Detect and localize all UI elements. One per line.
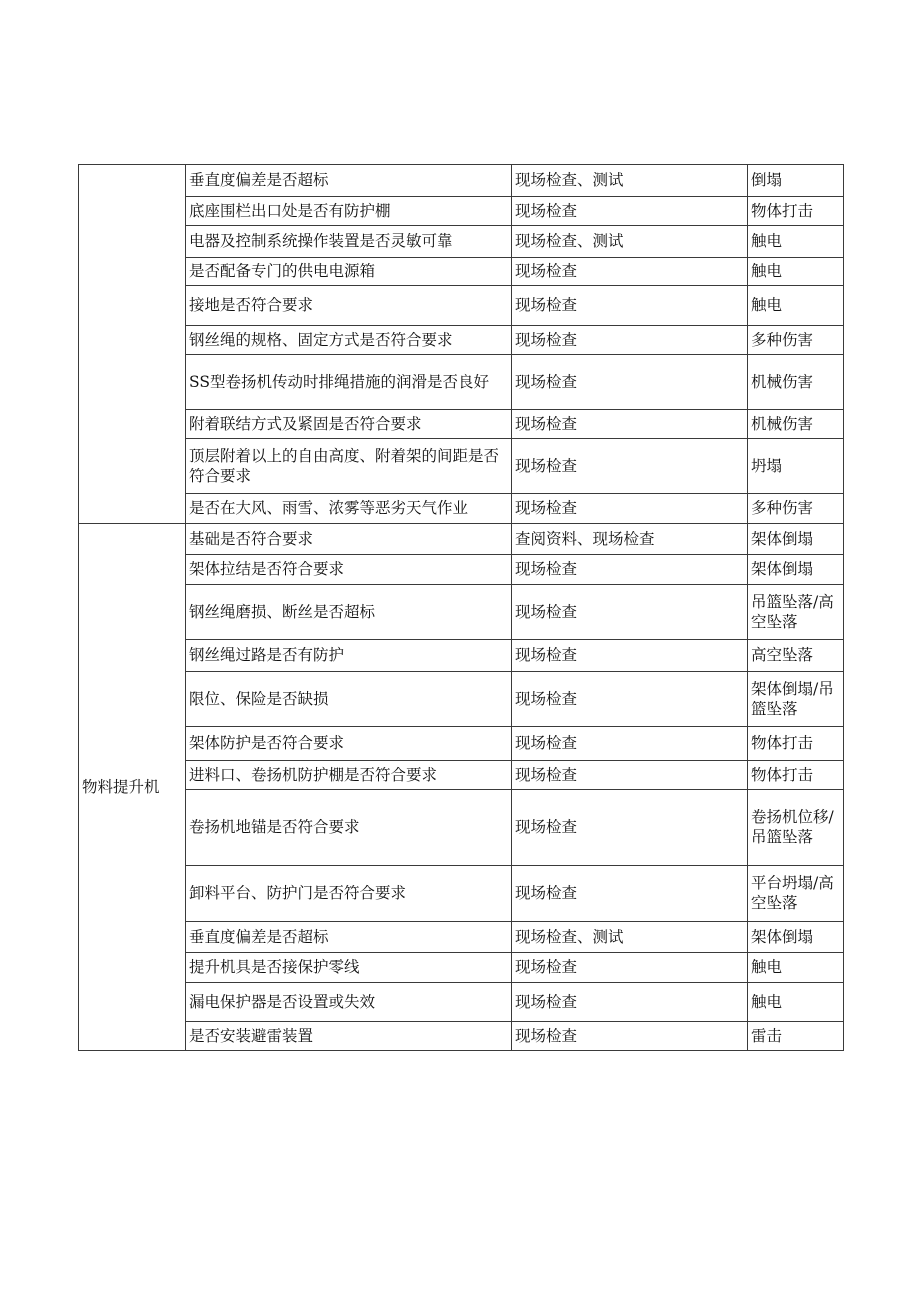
check-item: 架体防护是否符合要求 xyxy=(186,727,512,761)
check-item: 提升机具是否接保护零线 xyxy=(186,953,512,983)
check-item: 附着联结方式及紧固是否符合要求 xyxy=(186,410,512,439)
hazard-type: 物体打击 xyxy=(748,727,844,761)
hazard-type: 倒塌 xyxy=(748,165,844,197)
check-item: SS型卷扬机传动时排绳措施的润滑是否良好 xyxy=(186,355,512,410)
table-row xyxy=(79,355,844,410)
hazard-type: 架体倒塌 xyxy=(748,555,844,585)
table-row xyxy=(79,494,844,524)
category-cell: 物料提升机 xyxy=(79,524,186,1051)
check-item: 架体拉结是否符合要求 xyxy=(186,555,512,585)
check-item: 进料口、卷扬机防护棚是否符合要求 xyxy=(186,761,512,790)
check-method: 现场检查、测试 xyxy=(512,226,748,258)
check-method: 现场检查 xyxy=(512,197,748,226)
check-item: 电器及控制系统操作装置是否灵敏可靠 xyxy=(186,226,512,258)
table-row xyxy=(79,640,844,672)
hazard-type: 物体打击 xyxy=(748,761,844,790)
check-item: 接地是否符合要求 xyxy=(186,286,512,326)
table-row xyxy=(79,866,844,922)
hazard-type: 架体倒塌 xyxy=(748,524,844,555)
hazard-type: 多种伤害 xyxy=(748,494,844,524)
hazard-type: 坍塌 xyxy=(748,439,844,494)
check-method: 现场检查 xyxy=(512,355,748,410)
hazard-type: 触电 xyxy=(748,226,844,258)
check-method: 现场检查 xyxy=(512,555,748,585)
hazard-type: 物体打击 xyxy=(748,197,844,226)
table-row xyxy=(79,790,844,866)
check-method: 现场检查 xyxy=(512,953,748,983)
check-item: 卷扬机地锚是否符合要求 xyxy=(186,790,512,866)
table-row xyxy=(79,226,844,258)
table-row xyxy=(79,410,844,439)
check-item: 漏电保护器是否设置或失效 xyxy=(186,983,512,1022)
check-method: 现场检查 xyxy=(512,286,748,326)
hazard-type: 高空坠落 xyxy=(748,640,844,672)
check-item: 垂直度偏差是否超标 xyxy=(186,922,512,953)
check-item: 卸料平台、防护门是否符合要求 xyxy=(186,866,512,922)
hazard-type: 吊篮坠落/高空坠落 xyxy=(748,585,844,640)
check-method: 现场检查 xyxy=(512,1022,748,1051)
hazard-type: 架体倒塌 xyxy=(748,922,844,953)
check-item: 钢丝绳过路是否有防护 xyxy=(186,640,512,672)
hazard-type: 平台坍塌/高空坠落 xyxy=(748,866,844,922)
check-item: 是否在大风、雨雪、浓雾等恶劣天气作业 xyxy=(186,494,512,524)
table-row xyxy=(79,761,844,790)
hazard-type: 触电 xyxy=(748,258,844,286)
table-row xyxy=(79,555,844,585)
category-cell xyxy=(79,165,186,524)
check-method: 现场检查、测试 xyxy=(512,165,748,197)
hazard-type: 机械伤害 xyxy=(748,355,844,410)
hazard-type: 触电 xyxy=(748,983,844,1022)
check-item: 限位、保险是否缺损 xyxy=(186,672,512,727)
check-method: 现场检查 xyxy=(512,410,748,439)
table-row xyxy=(79,286,844,326)
check-method: 查阅资料、现场检查 xyxy=(512,524,748,555)
hazard-type: 机械伤害 xyxy=(748,410,844,439)
table-row xyxy=(79,165,844,197)
table-row xyxy=(79,258,844,286)
inspection-checklist-table xyxy=(78,164,844,1051)
table-row xyxy=(79,953,844,983)
table-row xyxy=(79,524,844,555)
check-method: 现场检查 xyxy=(512,983,748,1022)
table-row xyxy=(79,922,844,953)
hazard-type: 触电 xyxy=(748,286,844,326)
table-row xyxy=(79,983,844,1022)
table-row xyxy=(79,439,844,494)
check-method: 现场检查 xyxy=(512,790,748,866)
check-item: 顶层附着以上的自由高度、附着架的间距是否符合要求 xyxy=(186,439,512,494)
check-method: 现场检查 xyxy=(512,727,748,761)
hazard-type: 触电 xyxy=(748,953,844,983)
check-method: 现场检查 xyxy=(512,326,748,355)
check-item: 底座围栏出口处是否有防护棚 xyxy=(186,197,512,226)
table-row xyxy=(79,727,844,761)
table-row xyxy=(79,672,844,727)
check-method: 现场检查 xyxy=(512,585,748,640)
check-method: 现场检查 xyxy=(512,494,748,524)
check-item: 是否安装避雷装置 xyxy=(186,1022,512,1051)
check-item: 钢丝绳的规格、固定方式是否符合要求 xyxy=(186,326,512,355)
check-item: 是否配备专门的供电电源箱 xyxy=(186,258,512,286)
check-item: 基础是否符合要求 xyxy=(186,524,512,555)
hazard-type: 架体倒塌/吊篮坠落 xyxy=(748,672,844,727)
table-row xyxy=(79,1022,844,1051)
table-row xyxy=(79,326,844,355)
check-item: 钢丝绳磨损、断丝是否超标 xyxy=(186,585,512,640)
hazard-type: 多种伤害 xyxy=(748,326,844,355)
check-item: 垂直度偏差是否超标 xyxy=(186,165,512,197)
table-row xyxy=(79,585,844,640)
hazard-type: 卷扬机位移/吊篮坠落 xyxy=(748,790,844,866)
check-method: 现场检查 xyxy=(512,761,748,790)
inspection-checklist-page xyxy=(78,164,843,1051)
table-row xyxy=(79,197,844,226)
check-method: 现场检查 xyxy=(512,258,748,286)
check-method: 现场检查 xyxy=(512,640,748,672)
check-method: 现场检查 xyxy=(512,672,748,727)
check-method: 现场检查、测试 xyxy=(512,922,748,953)
check-method: 现场检查 xyxy=(512,439,748,494)
hazard-type: 雷击 xyxy=(748,1022,844,1051)
check-method: 现场检查 xyxy=(512,866,748,922)
